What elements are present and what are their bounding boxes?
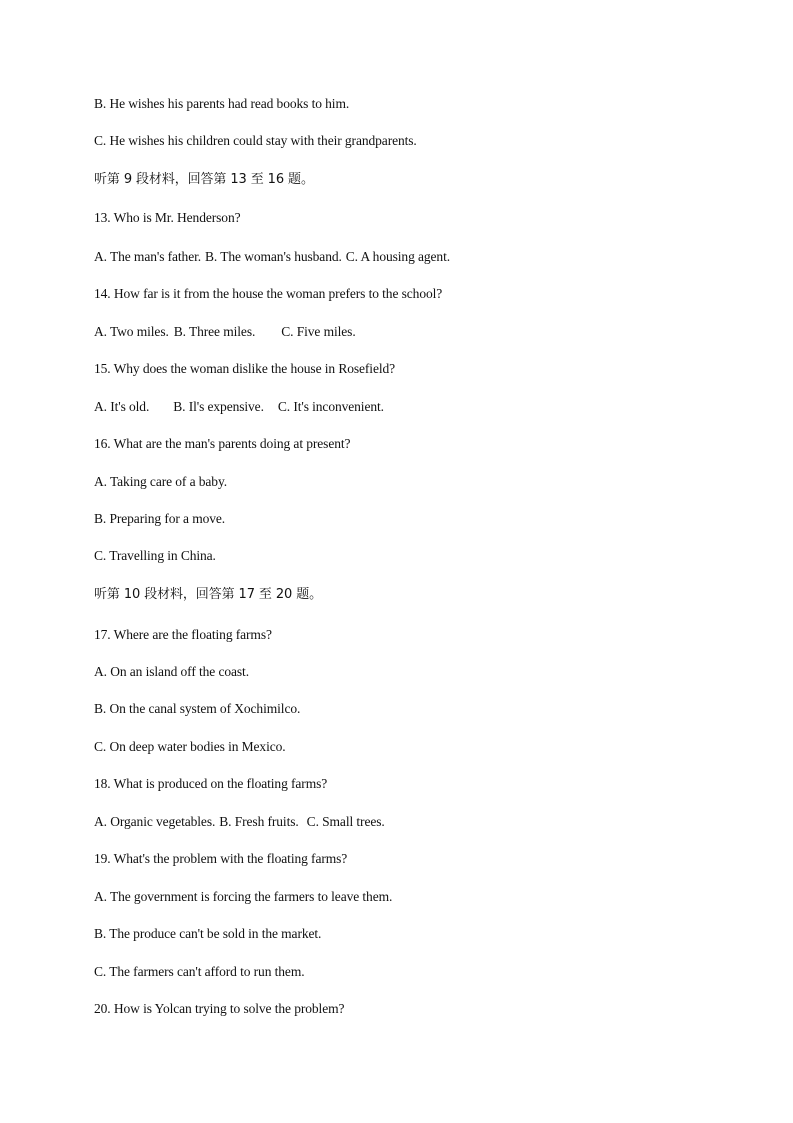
option-c-q13: C. A housing agent. [345,249,451,264]
section-instruction-9: 听第 9 段材料，回答第 13 至 16 题。 [94,172,314,187]
question-13: 13. Who is Mr. Henderson? [94,210,241,225]
option-a-q19: A. The government is forcing the farmers to leave them. [94,889,393,904]
option-c-q15: C. It's inconvenient. [277,399,384,414]
options-q13 [94,249,450,265]
option-b-q14: B. Three miles. [173,324,256,339]
question-14: 14. How far is it from the house the woman prefers to the school? [94,286,443,301]
section-instruction-10: 听第 10 段材料，回答第 17 至 20 题。 [94,587,323,602]
option-c-q16: C. Travelling in China. [94,548,216,563]
option-a-q17: A. On an island off the coast. [94,664,249,679]
question-19: 19. What's the problem with the floating farms? [94,851,348,866]
option-b-q19: B. The produce can't be sold in the market. [94,926,322,941]
options-q15 [94,399,384,415]
option-c-q12: C. He wishes his children could stay with their grandparents. [94,133,417,148]
option-b-q13: B. The woman's husband. [205,249,342,264]
option-b-q12: B. He wishes his parents had read books to him. [94,96,350,111]
option-b-q16: B. Preparing for a move. [94,511,226,526]
question-18: 18. What is produced on the floating farms? [94,776,328,791]
option-c-q18: C. Small trees. [306,814,385,829]
option-c-q19: C. The farmers can't afford to run them. [94,964,305,979]
option-a-q16: A. Taking care of a baby. [94,474,228,489]
question-17: 17. Where are the floating farms? [94,627,272,642]
option-b-q15: B. Il's expensive. [173,399,264,414]
option-a-q18: A. Organic vegetables. [94,814,216,829]
option-b-q18: B. Fresh fruits. [219,814,299,829]
option-a-q14: A. Two miles. [94,324,169,339]
option-c-q14: C. Five miles. [281,324,356,339]
question-20: 20. How is Yolcan trying to solve the problem? [94,1001,345,1016]
question-16: 16. What are the man's parents doing at present? [94,436,351,451]
options-q18 [94,814,385,830]
option-b-q17: B. On the canal system of Xochimilco. [94,701,301,716]
option-a-q13: A. The man's father. [94,249,202,264]
question-15: 15. Why does the woman dislike the house in Rosefield? [94,361,396,376]
option-c-q17: C. On deep water bodies in Mexico. [94,739,286,754]
options-q14 [94,324,356,340]
option-a-q15: A. It's old. [94,399,150,414]
